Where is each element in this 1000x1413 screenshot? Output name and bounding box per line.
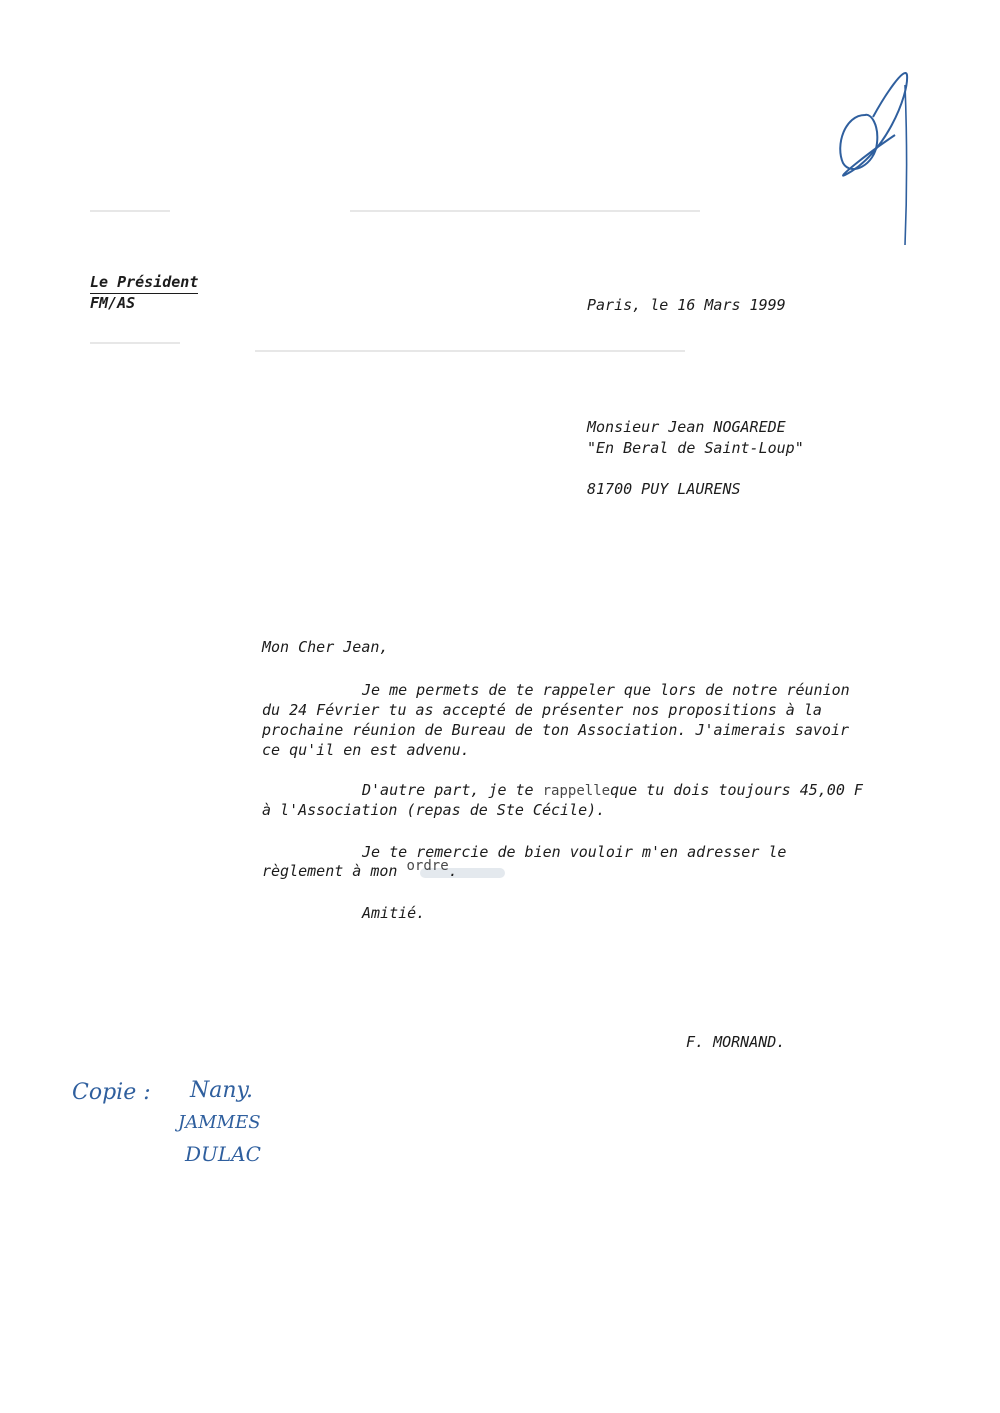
paragraph3-line2: [262, 858, 458, 882]
paragraph1-line3: prochaine réunion de Bureau de ton Association. J'aimerais savoir: [262, 721, 849, 739]
paragraph2-line1-start: D'autre part, je te: [362, 781, 534, 799]
paragraph1-line1: Je me permets de te rappeler que lors de notre réunion: [362, 681, 850, 699]
copy-name-3: DULAC: [185, 1142, 261, 1166]
recipient-address-line2: 81700 PUY LAURENS: [587, 480, 741, 498]
paragraph3-line2-end: .: [448, 862, 458, 880]
recipient-address-line1: "En Beral de Saint-Loup": [587, 439, 804, 457]
inserted-word-rappelle: rappelle: [542, 783, 611, 799]
paragraph3-line1: Je te remercie de bien vouloir m'en adresser le: [362, 843, 787, 861]
salutation: Mon Cher Jean,: [262, 638, 389, 656]
paragraph2-line1: [362, 780, 863, 801]
closing: Amitié.: [362, 904, 426, 922]
date-line: Paris, le 16 Mars 1999: [587, 296, 786, 314]
paragraph1-line4: ce qu'il en est advenu.: [262, 741, 470, 759]
sender-reference: FM/AS: [90, 294, 136, 312]
copy-note-label: Copie :: [72, 1080, 151, 1105]
recipient-name: Monsieur Jean NOGAREDE: [587, 418, 786, 436]
signature: F. MORNAND.: [686, 1033, 786, 1051]
ghost-mark: [350, 210, 700, 212]
copy-name-2: JAMMES: [178, 1112, 261, 1133]
ghost-mark: [255, 350, 685, 352]
paragraph2-line2: à l'Association (repas de Ste Cécile).: [262, 801, 606, 819]
copy-name-1: Nany.: [190, 1078, 254, 1103]
ghost-mark: [90, 210, 170, 212]
paragraph2-line1-end: que tu dois toujours 45,00 F: [610, 781, 863, 799]
paragraph1-line2: du 24 Février tu as accepté de présenter nos propositions à la: [262, 701, 822, 719]
sender-title: Le Président: [90, 272, 198, 294]
handwritten-corner-mark: [825, 55, 915, 255]
ghost-mark: [90, 342, 180, 344]
paragraph3-line2-start: règlement à mon: [262, 862, 398, 880]
inserted-word-ordre: ordre: [406, 858, 449, 874]
